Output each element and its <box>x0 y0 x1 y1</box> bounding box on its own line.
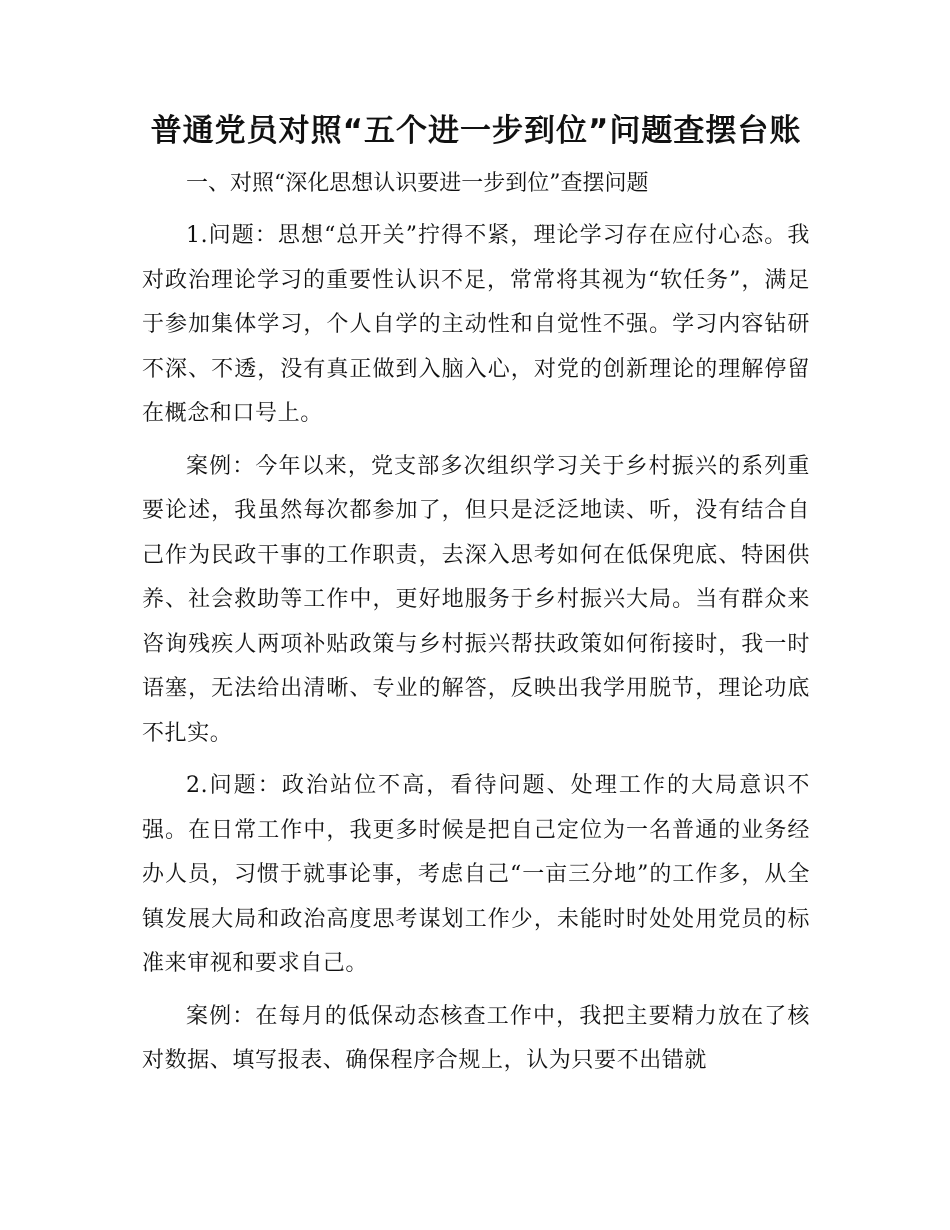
problem-2-paragraph: 2.问题：政治站位不高，看待问题、处理工作的大局意识不强。在日常工作中，我更多时候是把自己定位为一名普通的业务经办人员，习惯于就事论事，考虑自己“一亩三分地”的工作多，从全镇发展大局和政治高度思考谋划工作少，未能时时处处用党员的标准来审视和要求自己。 <box>142 773 810 976</box>
section-heading: 一、对照“深化思想认识要进一步到位”查摆问题 <box>186 171 649 196</box>
document-title: 普通党员对照“五个进一步到位”问题查摆台账 <box>150 113 802 149</box>
case-2-paragraph: 案例：在每月的低保动态核查工作中，我把主要精力放在了核对数据、填写报表、确保程序合规上，认为只要不出错就 <box>142 1003 810 1073</box>
problem-1-paragraph: 1.问题：思想“总开关”拧得不紧，理论学习存在应付心态。我对政治理论学习的重要性认识不足，常常将其视为“软任务”，满足于参加集体学习，个人自学的主动性和自觉性不强。学习内容钻研不深、不透，没有真正做到入脑入心，对党的创新理论的理解停留在概念和口号上。 <box>142 223 810 426</box>
document-page <box>142 108 810 1092</box>
case-1-paragraph: 案例：今年以来，党支部多次组织学习关于乡村振兴的系列重要论述，我虽然每次都参加了，但只是泛泛地读、听，没有结合自己作为民政干事的工作职责，去深入思考如何在低保兜底、特困供养、社会救助等工作中，更好地服务于乡村振兴大局。当有群众来咨询残疾人两项补贴政策与乡村振兴帮扶政策如何衔接时，我一时语塞，无法给出清晰、专业的解答，反映出我学用脱节，理论功底不扎实。 <box>142 453 810 746</box>
